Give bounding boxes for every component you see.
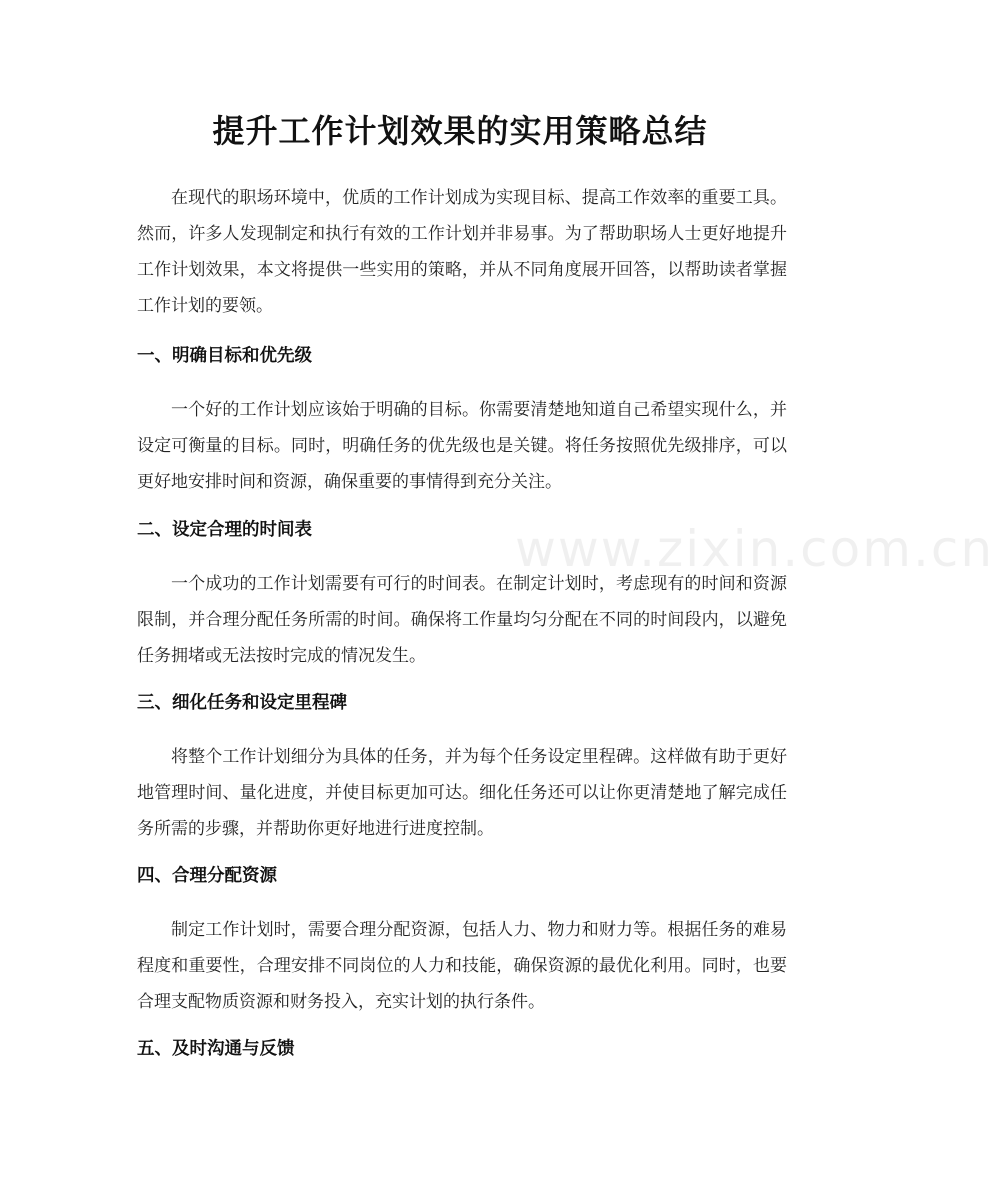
section-1-heading: 一、明确目标和优先级 [137, 346, 312, 366]
section-3-paragraph: 将整个工作计划细分为具体的任务，并为每个任务设定里程碑。这样做有助于更好地管理时间、量化进度，并使目标更加可达。细化任务还可以让你更清楚地了解完成任务所需的步骤，并帮助你更好地进行进度控制。 [137, 747, 787, 839]
section-4-heading: 四、合理分配资源 [137, 866, 277, 886]
document-title: 提升工作计划效果的实用策略总结 [212, 112, 708, 150]
section-2-heading: 二、设定合理的时间表 [137, 520, 312, 540]
section-3-heading: 三、细化任务和设定里程碑 [137, 693, 347, 713]
section-2-paragraph: 一个成功的工作计划需要有可行的时间表。在制定计划时，考虑现有的时间和资源限制，并合理分配任务所需的时间。确保将工作量均匀分配在不同的时间段内，以避免任务拥堵或无法按时完成的情况发生。 [137, 574, 787, 666]
section-1-paragraph: 一个好的工作计划应该始于明确的目标。你需要清楚地知道自己希望实现什么，并设定可衡量的目标。同时，明确任务的优先级也是关键。将任务按照优先级排序，可以更好地安排时间和资源，确保重要的事情得到充分关注。 [137, 400, 787, 492]
watermark: www.zixin.com.cn [515, 520, 994, 578]
section-4-paragraph: 制定工作计划时，需要合理分配资源，包括人力、物力和财力等。根据任务的难易程度和重要性，合理安排不同岗位的人力和技能，确保资源的最优化利用。同时，也要合理支配物质资源和财务投入，充实计划的执行条件。 [137, 920, 787, 1012]
section-5-heading: 五、及时沟通与反馈 [137, 1039, 295, 1059]
intro-paragraph: 在现代的职场环境中，优质的工作计划成为实现目标、提高工作效率的重要工具。然而，许多人发现制定和执行有效的工作计划并非易事。为了帮助职场人士更好地提升工作计划效果，本文将提供一些实用的策略，并从不同角度展开回答，以帮助读者掌握工作计划的要领。 [137, 188, 787, 316]
